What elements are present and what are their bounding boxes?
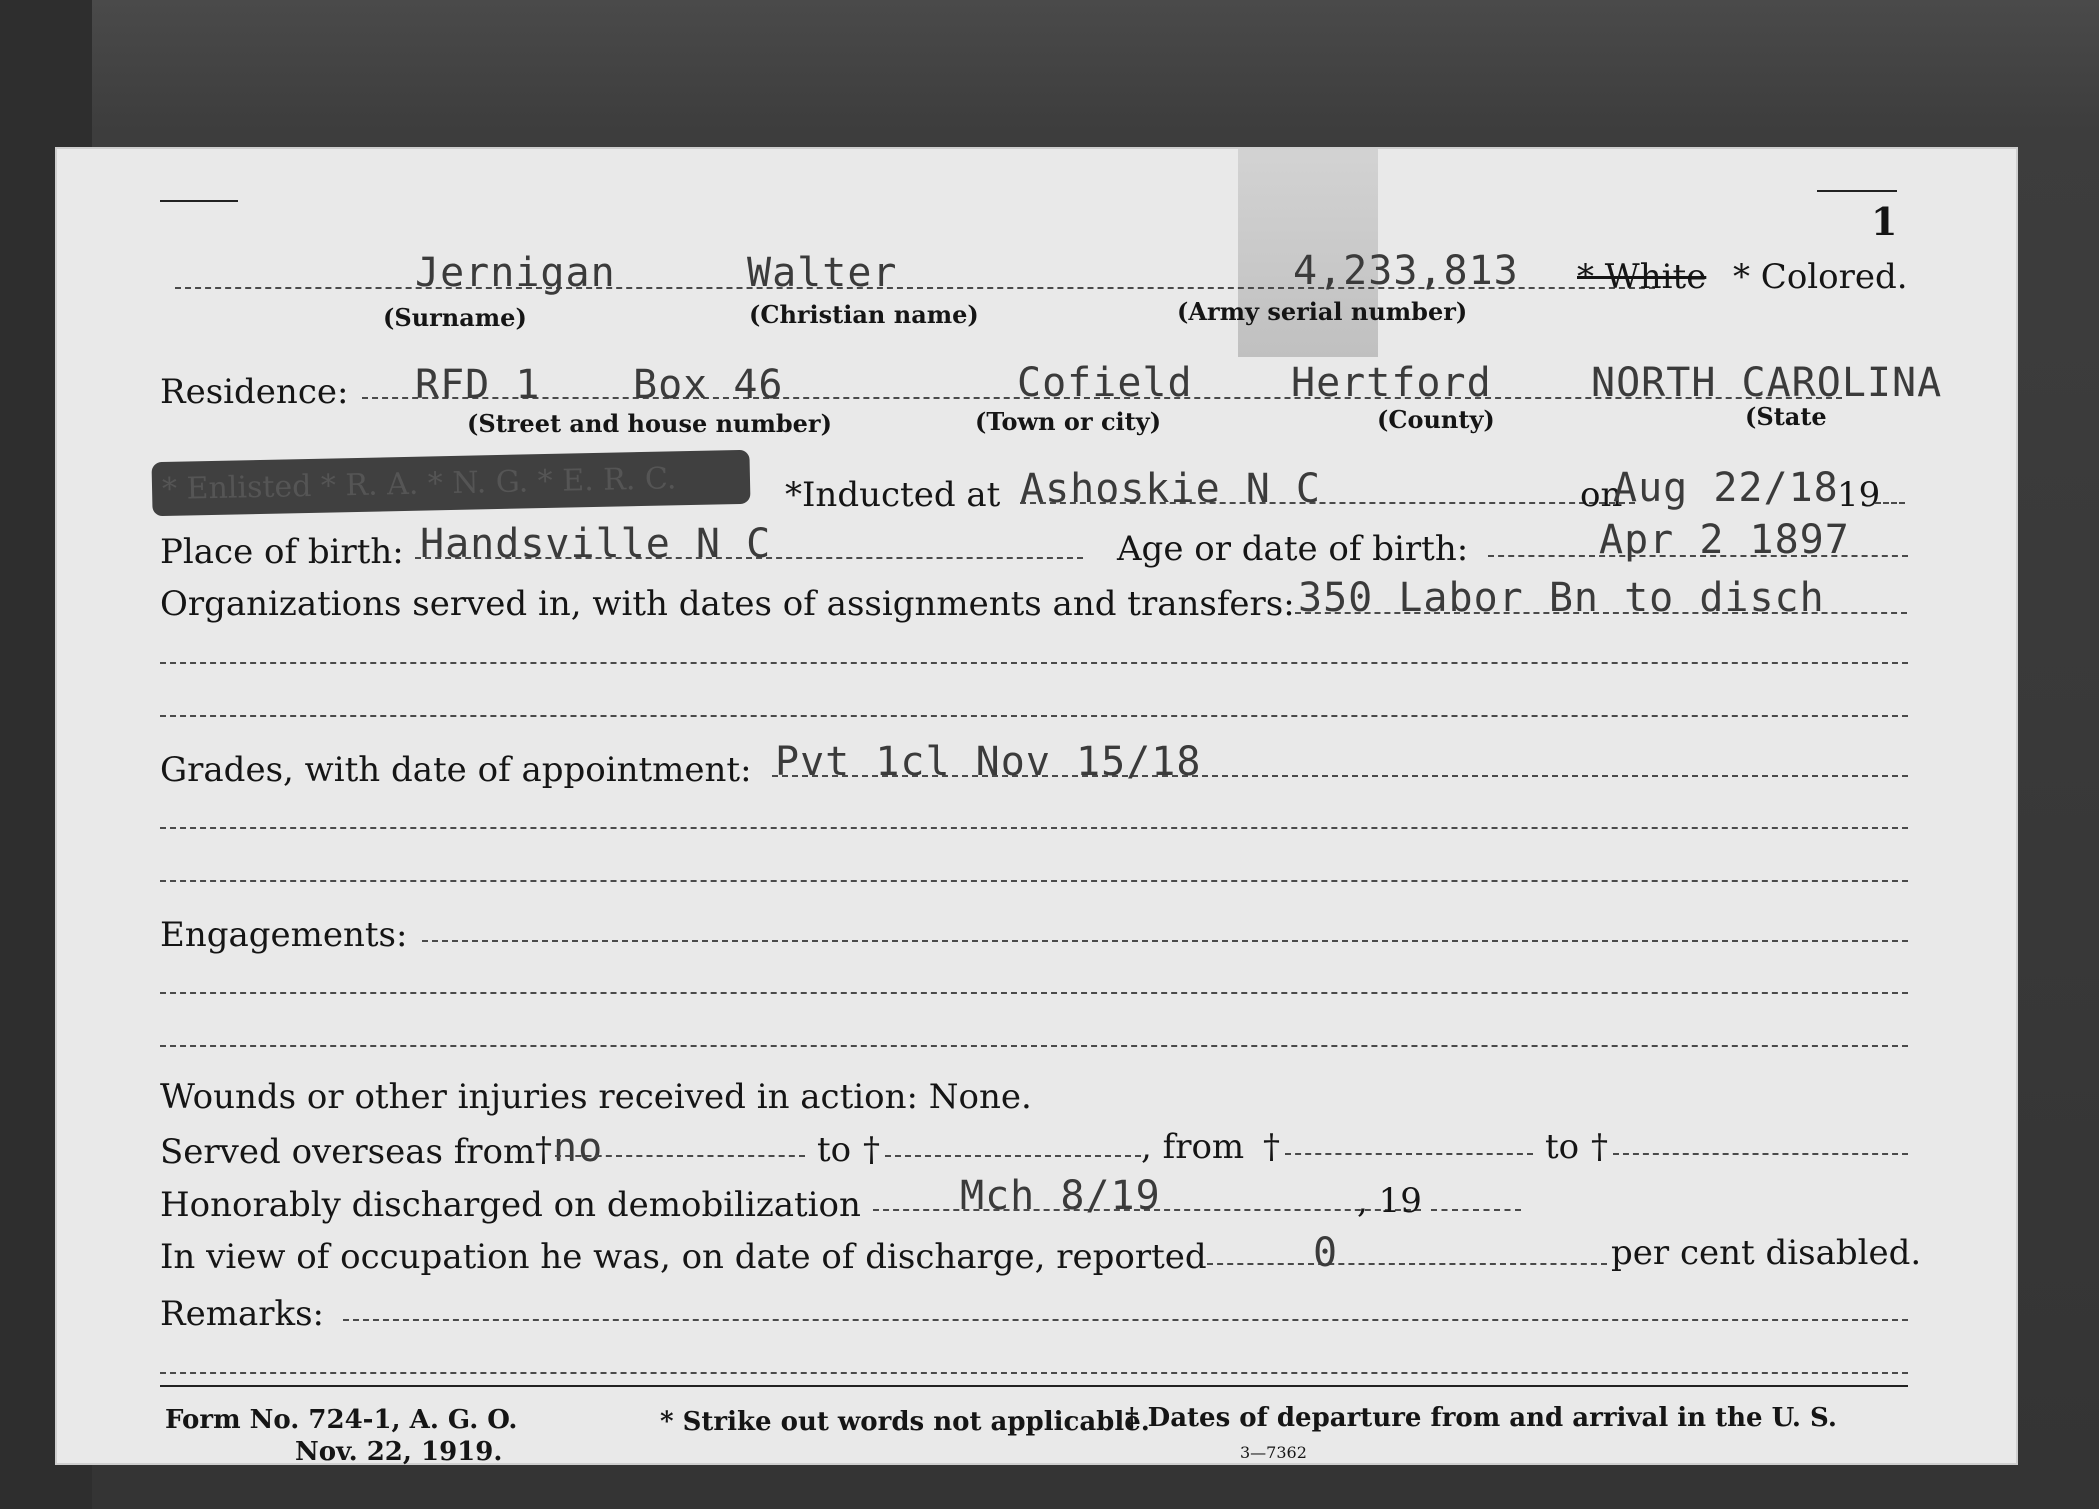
box-value: Box 46 [633,362,784,408]
inducted-place-value: Ashoskie N C [1020,466,1321,512]
grades-line-3 [160,880,1908,882]
induction-year-suffix: 19 [1837,475,1881,515]
race-colored: * Colored. [1733,257,1908,297]
inducted-at-label: *Inducted at [785,475,1001,515]
race-white-struck: * White [1577,257,1707,297]
overseas-dagger-1: † [535,1130,552,1170]
page-number: 1 [1871,199,1898,244]
discharge-year-label: , 19 [1357,1181,1422,1221]
top-right-rule [1817,190,1897,192]
top-left-rule [160,200,238,202]
served-overseas-label: Served overseas from [160,1132,536,1172]
disability-line [1207,1263,1607,1265]
organizations-label: Organizations served in, with dates of assignments and transfers: [160,584,1295,624]
organizations-line-2 [160,662,1908,664]
wounds-label: Wounds or other injuries received in action: None. [160,1077,1032,1117]
discharge-label: Honorably discharged on demobilization [160,1185,861,1225]
service-record-card [55,147,2018,1465]
dates-note: † Dates of departure from and arrival in the U. S. [1125,1403,1837,1433]
town-label: (Town or city) [975,407,1162,436]
place-of-birth-label: Place of birth: [160,532,404,572]
street-value: RFD 1 [415,362,541,408]
residence-label: Residence: [160,372,349,412]
surname-value: Jernigan [415,250,616,296]
remarks-line-2 [160,1372,1908,1374]
overseas-to-line-2 [1613,1153,1908,1155]
serial-number-label: (Army serial number) [1177,297,1468,326]
organizations-value: 350 Labor Bn to disch [1298,575,1825,621]
engagements-line-3 [160,1045,1908,1047]
induction-date-value: Aug 22/18 [1613,465,1839,511]
state-label: (State [1745,402,1827,431]
strike-note: * Strike out words not applicable. [660,1407,1150,1437]
remarks-line-1 [343,1319,1908,1321]
engagements-label: Engagements: [160,915,408,955]
organizations-line-3 [160,715,1908,717]
age-label: Age or date of birth: [1117,529,1469,569]
disability-suffix: per cent disabled. [1611,1233,1922,1273]
redaction-bar [152,450,751,517]
induction-year-line [1875,502,1905,504]
discharge-year-line [1431,1209,1521,1211]
grades-value: Pvt 1cl Nov 15/18 [775,739,1202,785]
print-code: 3—7362 [1240,1443,1307,1462]
form-number: Form No. 724-1, A. G. O. [165,1405,518,1435]
county-value: Hertford [1291,360,1492,406]
grades-line-2 [160,827,1908,829]
overseas-from-line [555,1155,805,1157]
christian-name-label: (Christian name) [749,300,979,329]
town-value: Cofield [1017,360,1193,406]
serial-number-value: 4,233,813 [1293,248,1519,294]
overseas-to-label-2: to [1545,1127,1580,1167]
on-label: on [1580,475,1623,515]
overseas-dagger-3: † [1263,1127,1280,1167]
birth-date-value: Apr 2 1897 [1599,517,1850,563]
place-of-birth-value: Handsville N C [420,521,772,567]
overseas-to-label-1: to [817,1130,852,1170]
overseas-from-value: no [553,1125,604,1171]
disability-label: In view of occupation he was, on date of discharge, reported [160,1237,1207,1277]
engagements-line-1 [422,940,1908,942]
state-value: NORTH CAROLINA [1591,360,1943,406]
christian-name-value: Walter [747,250,898,296]
disability-value: 0 [1313,1230,1339,1276]
redacted-enlistment-text: * Enlisted * R. A. * N. G. * E. R. C. [161,461,677,508]
overseas-from2-label: , from [1141,1127,1245,1167]
overseas-dagger-2: † [863,1130,880,1170]
overseas-from2-line [1285,1153,1533,1155]
overseas-to-line-1 [885,1155,1141,1157]
county-label: (County) [1377,405,1495,434]
footer-rule [160,1385,1908,1387]
overseas-dagger-4: † [1591,1127,1608,1167]
surname-label: (Surname) [383,303,527,332]
discharge-date-value: Mch 8/19 [960,1173,1161,1219]
form-date: Nov. 22, 1919. [295,1437,503,1467]
grades-label: Grades, with date of appointment: [160,750,752,790]
street-label: (Street and house number) [467,409,832,438]
remarks-label: Remarks: [160,1294,324,1334]
engagements-line-2 [160,992,1908,994]
